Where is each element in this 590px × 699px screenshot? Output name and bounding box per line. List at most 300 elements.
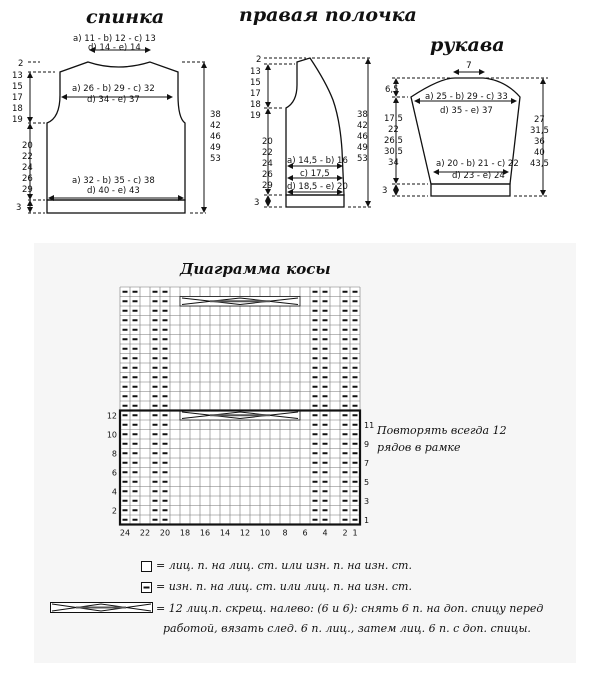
purl-stitch — [163, 500, 168, 502]
purl-stitch — [343, 395, 348, 397]
sleeve-left-length-0: 17,5 — [384, 114, 403, 124]
purl-stitch — [133, 414, 138, 416]
purl-stitch — [313, 414, 318, 416]
row-label-left: 6 — [111, 468, 117, 478]
purl-stitch — [123, 452, 128, 454]
purl-stitch — [323, 443, 328, 445]
purl-stitch — [123, 338, 128, 340]
front-width-c: c) 17,5 — [300, 169, 330, 179]
purl-stitch — [153, 471, 158, 473]
purl-stitch — [163, 338, 168, 340]
purl-stitch — [323, 367, 328, 369]
purl-stitch — [133, 367, 138, 369]
purl-stitch — [123, 424, 128, 426]
purl-stitch — [353, 443, 358, 445]
front-left-side-0: 20 — [262, 137, 273, 147]
purl-stitch — [313, 519, 318, 521]
purl-stitch — [323, 300, 328, 302]
front-right-total-0: 38 — [357, 110, 368, 120]
purl-stitch — [323, 452, 328, 454]
row-label-left: 2 — [111, 506, 117, 516]
purl-stitch — [343, 471, 348, 473]
purl-stitch — [153, 405, 158, 407]
purl-stitch — [323, 424, 328, 426]
purl-stitch — [153, 481, 158, 483]
back-left-armhole-3: 18 — [12, 104, 23, 114]
purl-stitch — [133, 319, 138, 321]
purl-stitch — [123, 471, 128, 473]
purl-stitch — [163, 348, 168, 350]
purl-stitch — [153, 357, 158, 359]
sleeve-right-total-4: 43,5 — [530, 159, 549, 169]
repeat-note — [377, 422, 507, 456]
purl-stitch — [163, 490, 168, 492]
purl-stitch — [343, 300, 348, 302]
purl-stitch — [123, 462, 128, 464]
purl-stitch — [153, 300, 158, 302]
purl-stitch — [353, 490, 358, 492]
front-left-armhole-2: 17 — [250, 89, 261, 99]
column-label: 22 — [139, 528, 151, 538]
purl-stitch — [153, 338, 158, 340]
purl-stitch — [353, 424, 358, 426]
back-bot-a: a) 32 - b) 35 - c) 38 — [72, 176, 155, 186]
purl-stitch — [123, 386, 128, 388]
purl-stitch — [313, 471, 318, 473]
purl-stitch — [313, 338, 318, 340]
front-title: правая полочка — [239, 4, 417, 26]
purl-stitch — [313, 329, 318, 331]
purl-stitch — [353, 338, 358, 340]
purl-stitch — [343, 462, 348, 464]
purl-stitch — [153, 291, 158, 293]
purl-stitch — [163, 310, 168, 312]
purl-stitch — [133, 452, 138, 454]
back-left-armhole-2: 17 — [12, 93, 23, 103]
purl-stitch — [343, 348, 348, 350]
purl-stitch — [123, 329, 128, 331]
purl-stitch — [353, 462, 358, 464]
purl-stitch — [323, 357, 328, 359]
row-label-right: 5 — [364, 477, 370, 487]
purl-stitch — [153, 376, 158, 378]
back-left-side-2: 24 — [22, 163, 33, 173]
row-label-right: 1 — [364, 515, 370, 525]
back-mid-d: d) 34 - e) 37 — [87, 95, 140, 105]
purl-stitch — [343, 509, 348, 511]
purl-stitch — [323, 462, 328, 464]
column-label: 4 — [322, 528, 328, 538]
row-label-right: 3 — [364, 496, 370, 506]
purl-stitch — [163, 424, 168, 426]
purl-stitch — [163, 471, 168, 473]
back-left-rib: 3 — [16, 203, 22, 213]
purl-stitch — [163, 376, 168, 378]
front-left-side-3: 26 — [262, 170, 273, 180]
sleeve-left-length-4: 34 — [388, 158, 399, 168]
purl-stitch — [313, 291, 318, 293]
column-label: 16 — [199, 528, 211, 538]
purl-stitch — [353, 291, 358, 293]
purl-stitch — [123, 433, 128, 435]
purl-stitch — [353, 405, 358, 407]
purl-stitch — [153, 424, 158, 426]
cable-symbol — [50, 602, 154, 614]
front-left-top: 2 — [256, 55, 262, 65]
back-bot-d: d) 40 - e) 43 — [87, 186, 140, 196]
back-left-side-3: 26 — [22, 174, 33, 184]
purl-stitch — [313, 500, 318, 502]
front-left-armhole-3: 18 — [250, 100, 261, 110]
front-width-ab: a) 14,5 - b) 16 — [287, 156, 348, 166]
sleeve-mid-d: d) 35 - e) 37 — [440, 106, 493, 116]
purl-stitch — [133, 291, 138, 293]
back-left-side-0: 20 — [22, 141, 33, 151]
purl-stitch — [353, 310, 358, 312]
column-label: 18 — [179, 528, 191, 538]
purl-stitch — [343, 519, 348, 521]
purl-stitch — [123, 376, 128, 378]
purl-stitch — [133, 405, 138, 407]
purl-stitch — [163, 319, 168, 321]
sleeve-right-total-2: 36 — [534, 137, 545, 147]
purl-stitch — [153, 519, 158, 521]
column-label: 12 — [239, 528, 251, 538]
sleeve-right-total-3: 40 — [534, 148, 545, 158]
column-label: 1 — [352, 528, 358, 538]
purl-stitch — [153, 452, 158, 454]
purl-stitch — [133, 300, 138, 302]
purl-stitch — [133, 395, 138, 397]
purl-stitch — [133, 462, 138, 464]
purl-stitch — [323, 348, 328, 350]
purl-stitch — [133, 471, 138, 473]
purl-stitch — [313, 490, 318, 492]
purl-stitch — [353, 376, 358, 378]
purl-stitch — [343, 433, 348, 435]
back-left-armhole-4: 19 — [12, 115, 23, 125]
sleeve-cap-left: 6,5 — [385, 85, 399, 95]
purl-stitch — [323, 319, 328, 321]
purl-stitch — [353, 348, 358, 350]
purl-stitch — [153, 443, 158, 445]
purl-stitch — [353, 519, 358, 521]
purl-stitch — [313, 367, 318, 369]
back-left-armhole-0: 13 — [12, 71, 23, 81]
purl-stitch — [323, 395, 328, 397]
purl-stitch — [163, 452, 168, 454]
purl-stitch — [153, 386, 158, 388]
purl-stitch — [163, 414, 168, 416]
row-label-left: 12 — [106, 411, 117, 421]
purl-stitch — [313, 405, 318, 407]
front-width-de: d) 18,5 - e) 20 — [287, 182, 348, 192]
purl-stitch — [313, 424, 318, 426]
purl-stitch — [353, 452, 358, 454]
back-right-total-0: 38 — [210, 110, 221, 120]
purl-stitch — [133, 509, 138, 511]
purl-stitch — [313, 481, 318, 483]
purl-stitch — [123, 490, 128, 492]
purl-stitch — [123, 300, 128, 302]
purl-stitch — [343, 319, 348, 321]
purl-stitch — [133, 376, 138, 378]
purl-stitch — [123, 357, 128, 359]
purl-stitch — [123, 414, 128, 416]
purl-stitch — [163, 443, 168, 445]
sleeve-bot-a: a) 20 - b) 21 - c) 22 — [436, 159, 519, 169]
purl-stitch — [153, 490, 158, 492]
sleeve-mid-a: a) 25 - b) 29 - c) 33 — [425, 92, 508, 102]
purl-stitch — [123, 481, 128, 483]
purl-stitch — [123, 519, 128, 521]
purl-stitch — [313, 300, 318, 302]
back-title: спинка — [86, 6, 165, 28]
purl-stitch — [313, 509, 318, 511]
purl-stitch — [313, 443, 318, 445]
column-label: 10 — [259, 528, 271, 538]
purl-stitch — [323, 329, 328, 331]
legend-knit-text: = лиц. п. на лиц. ст. или изн. п. на изн. ст. — [156, 559, 412, 572]
back-right-total-3: 49 — [210, 143, 221, 153]
purl-stitch — [153, 433, 158, 435]
purl-stitch — [153, 395, 158, 397]
purl-stitch — [343, 357, 348, 359]
legend-cable-line1: = 12 лиц.п. скрещ. налево: (6 и 6): снять 6 п. на доп. спицу перед — [156, 602, 544, 615]
purl-stitch — [343, 367, 348, 369]
purl-stitch — [133, 500, 138, 502]
purl-stitch — [133, 348, 138, 350]
back-left-top: 2 — [18, 59, 24, 69]
legend-purl-text: = изн. п. на лиц. ст. или лиц. п. на изн. ст. — [156, 580, 412, 593]
purl-stitch — [323, 405, 328, 407]
column-label: 20 — [159, 528, 171, 538]
purl-stitch — [353, 471, 358, 473]
purl-stitch — [153, 329, 158, 331]
row-label-right: 9 — [364, 439, 370, 449]
purl-stitch — [313, 376, 318, 378]
purl-stitch — [323, 433, 328, 435]
purl-stitch — [133, 386, 138, 388]
purl-stitch — [343, 291, 348, 293]
purl-stitch — [133, 519, 138, 521]
purl-stitch — [163, 519, 168, 521]
purl-stitch — [153, 319, 158, 321]
purl-stitch — [133, 338, 138, 340]
front-right-total-1: 42 — [357, 121, 368, 131]
sleeve-title: рукава — [430, 34, 505, 56]
purl-stitch — [163, 462, 168, 464]
purl-stitch — [343, 329, 348, 331]
purl-stitch — [313, 433, 318, 435]
purl-stitch — [343, 481, 348, 483]
column-label: 14 — [219, 528, 231, 538]
back-top-a: a) 11 - b) 12 - c) 13 — [73, 34, 156, 44]
sleeve-left-length-1: 22 — [388, 125, 399, 135]
purl-stitch — [343, 500, 348, 502]
purl-stitch — [353, 319, 358, 321]
sleeve-bot-d: d) 23 - e) 24 — [452, 171, 505, 181]
purl-stitch — [353, 433, 358, 435]
column-label: 6 — [302, 528, 308, 538]
sleeve-left-length-2: 26,5 — [384, 136, 403, 146]
purl-stitch — [163, 300, 168, 302]
back-right-total-4: 53 — [210, 154, 221, 164]
chart-title: Диаграмма косы — [180, 260, 331, 278]
purl-stitch — [353, 300, 358, 302]
purl-stitch — [343, 310, 348, 312]
purl-stitch — [153, 462, 158, 464]
purl-stitch — [343, 443, 348, 445]
row-label-right: 11 — [364, 420, 375, 430]
purl-stitch — [163, 367, 168, 369]
purl-stitch — [163, 329, 168, 331]
purl-stitch — [163, 433, 168, 435]
purl-stitch — [323, 471, 328, 473]
purl-stitch — [123, 310, 128, 312]
repeat-note-line2: рядов в рамке — [377, 441, 461, 454]
column-label: 2 — [342, 528, 348, 538]
back-left-side-1: 22 — [22, 152, 33, 162]
purl-stitch — [163, 509, 168, 511]
purl-stitch — [353, 395, 358, 397]
row-label-left: 8 — [111, 449, 117, 459]
front-left-armhole-1: 15 — [250, 78, 261, 88]
purl-stitch — [133, 443, 138, 445]
purl-stitch — [123, 500, 128, 502]
purl-stitch — [323, 481, 328, 483]
purl-stitch — [323, 509, 328, 511]
purl-stitch — [313, 395, 318, 397]
column-label: 8 — [282, 528, 288, 538]
purl-stitch — [313, 452, 318, 454]
column-label: 24 — [119, 528, 131, 538]
purl-stitch — [133, 357, 138, 359]
purl-stitch — [353, 500, 358, 502]
purl-stitch — [323, 500, 328, 502]
purl-stitch — [133, 490, 138, 492]
purl-stitch — [133, 433, 138, 435]
purl-stitch — [123, 348, 128, 350]
purl-stitch — [353, 509, 358, 511]
sleeve-right-total-1: 31,5 — [530, 126, 549, 136]
front-left-side-4: 29 — [262, 181, 273, 191]
purl-stitch — [343, 338, 348, 340]
purl-stitch — [163, 481, 168, 483]
front-left-armhole-0: 13 — [250, 67, 261, 77]
purl-stitch — [123, 405, 128, 407]
back-mid-a: a) 26 - b) 29 - c) 32 — [72, 84, 155, 94]
back-top-d: d) 14 - e) 14 — [88, 43, 141, 53]
front-left-side-1: 22 — [262, 148, 273, 158]
purl-stitch — [123, 509, 128, 511]
purl-stitch — [123, 367, 128, 369]
front-left-armhole-4: 19 — [250, 111, 261, 121]
purl-stitch — [133, 329, 138, 331]
legend-cable-line2: работой, вязать след. 6 п. лиц., затем лиц. 6 п. с доп. спицы. — [163, 622, 531, 635]
front-left-side-2: 24 — [262, 159, 273, 169]
purl-stitch — [353, 357, 358, 359]
cable-chart-grid — [106, 284, 380, 544]
front-right-total-4: 53 — [357, 154, 368, 164]
back-right-total-1: 42 — [210, 121, 221, 131]
purl-stitch — [153, 414, 158, 416]
purl-stitch — [343, 376, 348, 378]
purl-stitch — [343, 452, 348, 454]
sleeve-right-total-0: 27 — [534, 115, 545, 125]
purl-stitch — [353, 481, 358, 483]
purl-stitch — [353, 414, 358, 416]
purl-stitch — [323, 310, 328, 312]
front-right-total-3: 49 — [357, 143, 368, 153]
purl-stitch — [323, 376, 328, 378]
purl-stitch — [313, 319, 318, 321]
sleeve-top-width: 7 — [466, 61, 472, 71]
sleeve-left-length-3: 30,5 — [384, 147, 403, 157]
purl-stitch — [163, 357, 168, 359]
purl-stitch — [153, 310, 158, 312]
back-left-side-4: 29 — [22, 185, 33, 195]
purl-stitch — [323, 338, 328, 340]
purl-stitch — [323, 519, 328, 521]
purl-stitch — [163, 386, 168, 388]
purl-stitch — [343, 424, 348, 426]
purl-stitch — [313, 357, 318, 359]
purl-stitch — [343, 405, 348, 407]
purl-stitch — [343, 490, 348, 492]
purl-stitch — [313, 348, 318, 350]
back-left-armhole-1: 15 — [12, 82, 23, 92]
purl-stitch — [313, 462, 318, 464]
front-right-total-2: 46 — [357, 132, 368, 142]
back-right-total-2: 46 — [210, 132, 221, 142]
sleeve-left-rib: 3 — [382, 186, 388, 196]
purl-stitch — [163, 395, 168, 397]
purl-stitch — [353, 367, 358, 369]
purl-stitch — [153, 509, 158, 511]
purl-symbol — [141, 582, 153, 594]
purl-stitch — [163, 291, 168, 293]
purl-stitch — [343, 414, 348, 416]
purl-stitch — [323, 386, 328, 388]
repeat-note-line1: Повторять всегда 12 — [377, 424, 507, 437]
purl-stitch — [153, 348, 158, 350]
purl-stitch — [343, 386, 348, 388]
row-label-right: 7 — [364, 458, 370, 468]
purl-stitch — [323, 490, 328, 492]
purl-stitch — [133, 424, 138, 426]
purl-stitch — [353, 386, 358, 388]
purl-stitch — [313, 310, 318, 312]
purl-stitch — [123, 319, 128, 321]
purl-stitch — [313, 386, 318, 388]
purl-stitch — [133, 481, 138, 483]
purl-stitch — [323, 291, 328, 293]
knit-symbol — [141, 561, 153, 573]
row-label-left: 10 — [106, 430, 117, 440]
purl-stitch — [123, 291, 128, 293]
schematics — [0, 0, 590, 240]
front-left-rib: 3 — [254, 198, 260, 208]
row-label-left: 4 — [111, 487, 117, 497]
purl-stitch — [163, 405, 168, 407]
purl-stitch — [123, 395, 128, 397]
purl-stitch — [353, 329, 358, 331]
purl-stitch — [133, 310, 138, 312]
purl-stitch — [153, 367, 158, 369]
purl-stitch — [153, 500, 158, 502]
purl-stitch — [323, 414, 328, 416]
